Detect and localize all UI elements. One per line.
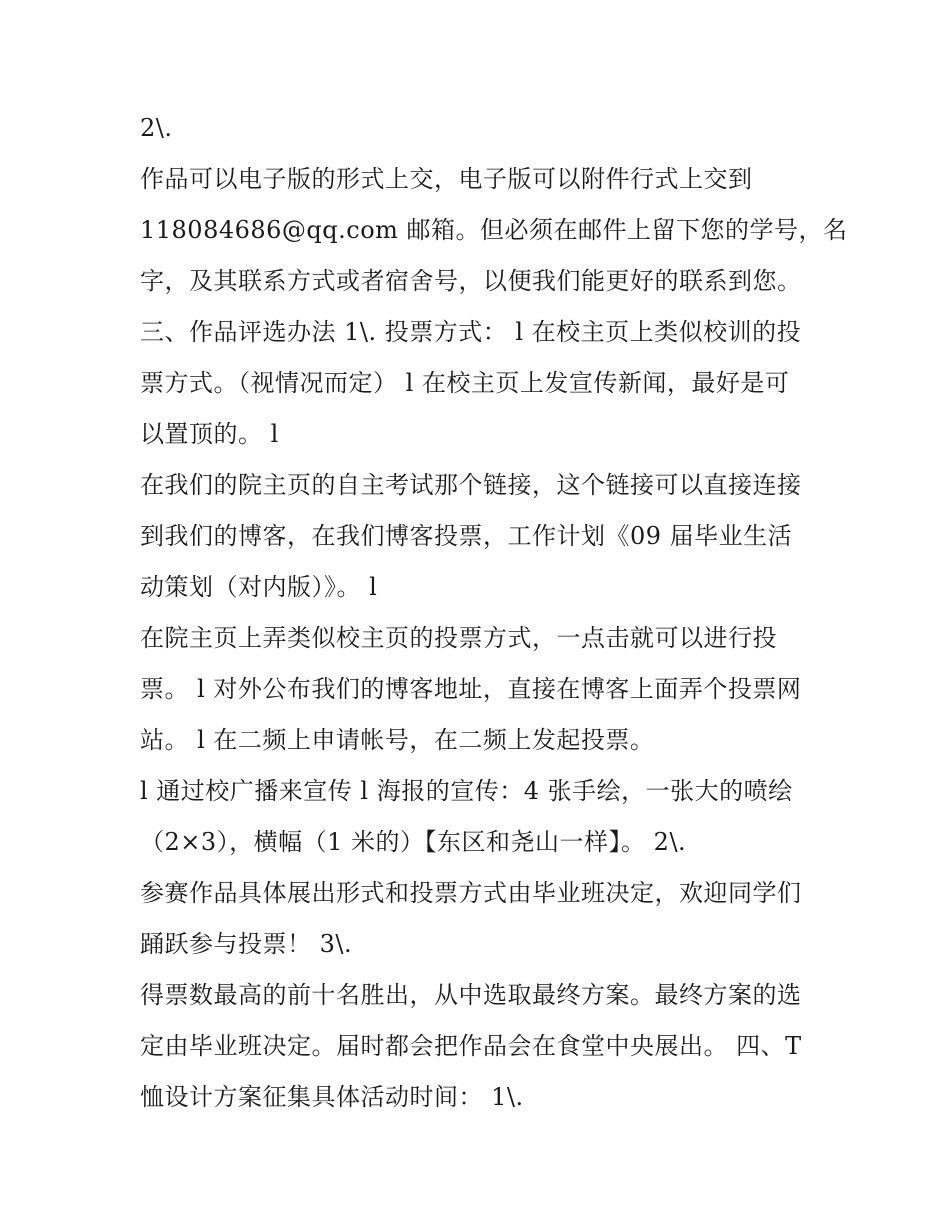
text-line: 票。 l 对外公布我们的博客地址，直接在博客上面弄个投票网 <box>140 675 802 703</box>
text-line: 三、作品评选办法 1\. 投票方式： l 在校主页上类似校训的投 <box>140 318 802 346</box>
text-line: l 通过校广播来宣传 l 海报的宣传：4 张手绘，一张大的喷绘 <box>140 777 793 805</box>
text-line: 踊跃参与投票！ 3\. <box>140 930 353 958</box>
text-line: 参赛作品具体展出形式和投票方式由毕业班决定，欢迎同学们 <box>140 879 802 907</box>
text-line: 恤设计方案征集具体活动时间： 1\. <box>140 1083 524 1111</box>
text-line: 定由毕业班决定。届时都会把作品会在食堂中央展出。 四、T <box>140 1032 802 1060</box>
text-line: 在院主页上弄类似校主页的投票方式，一点击就可以进行投 <box>140 624 777 652</box>
text-line: 2\. <box>140 114 173 142</box>
text-line: 字，及其联系方式或者宿舍号，以便我们能更好的联系到您。 <box>140 267 802 295</box>
text-line: 118084686@qq.com 邮箱。但必须在邮件上留下您的学号，名 <box>140 216 848 244</box>
text-line: （2×3），横幅（1 米的）【东区和尧山一样】。 2\. <box>140 828 687 856</box>
text-line: 在我们的院主页的自主考试那个链接，这个链接可以直接连接 <box>140 471 802 499</box>
document-body <box>140 103 848 1123</box>
text-line: 以置顶的。 l <box>140 420 279 448</box>
text-line: 票方式。（视情况而定） l 在校主页上发宣传新闻，最好是可 <box>140 369 790 397</box>
text-line: 动策划（对内版）》。 l <box>140 573 378 601</box>
text-line: 到我们的博客，在我们博客投票，工作计划《09 届毕业生活 <box>140 522 793 550</box>
text-line: 得票数最高的前十名胜出，从中选取最终方案。最终方案的选 <box>140 981 802 1009</box>
text-line: 站。 l 在二频上申请帐号，在二频上发起投票。 <box>140 726 655 754</box>
text-line: 作品可以电子版的形式上交，电子版可以附件行式上交到 <box>140 165 753 193</box>
